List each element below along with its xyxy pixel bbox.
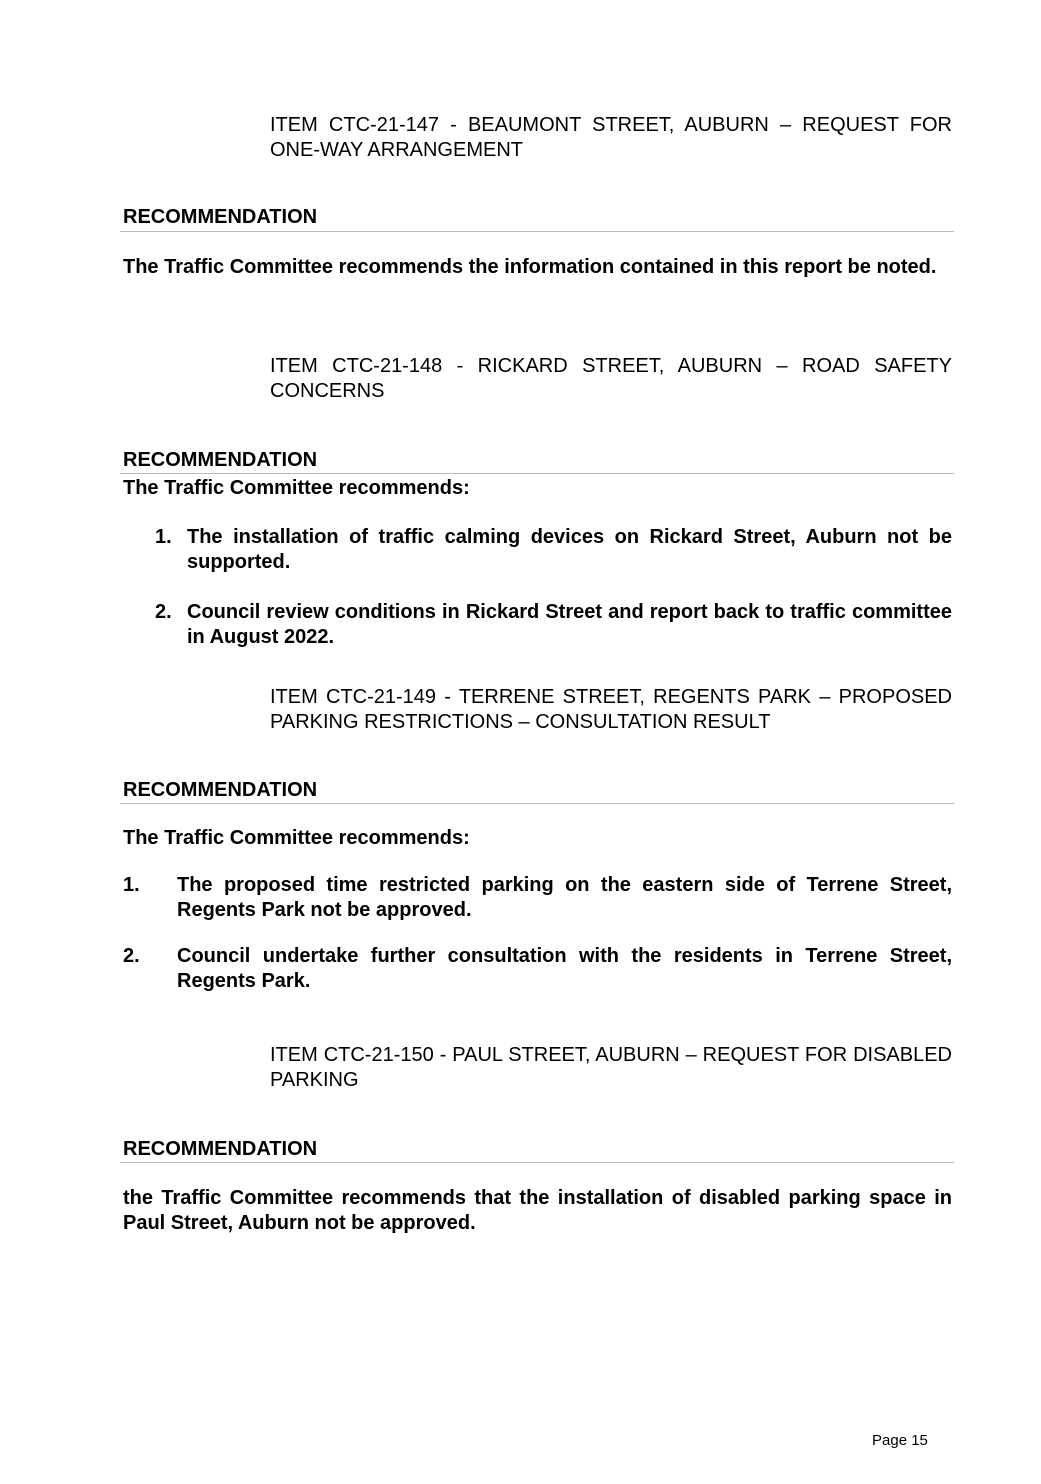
item-title-ctc-21-148: ITEM CTC-21-148 - RICKARD STREET, AUBURN – ROAD SAFETY CONCERNS — [270, 355, 952, 402]
heading-rule — [120, 1162, 954, 1163]
recommendation-text: the Traffic Committee recommends that the installation of disabled parking space in Paul Street, Auburn not be approved. — [123, 1187, 952, 1234]
list-text: Council review conditions in Rickard Street and report back to traffic committee in August 2022. — [187, 601, 952, 648]
list-number: 1. — [155, 526, 172, 548]
list-text: The installation of traffic calming devices on Rickard Street, Auburn not be supported. — [187, 526, 952, 573]
recommendation-heading: RECOMMENDATION — [123, 206, 318, 228]
list-text: The proposed time restricted parking on the eastern side of Terrene Street, Regents Park not be approved. — [177, 874, 952, 921]
item-title-ctc-21-150: ITEM CTC-21-150 - PAUL STREET, AUBURN – REQUEST FOR DISABLED PARKING — [270, 1044, 952, 1091]
recommendation-intro: The Traffic Committee recommends: — [123, 827, 470, 849]
item-title-ctc-21-147: ITEM CTC-21-147 - BEAUMONT STREET, AUBURN – REQUEST FOR ONE-WAY ARRANGEMENT — [270, 114, 952, 161]
heading-rule — [120, 231, 954, 232]
recommendation-heading: RECOMMENDATION — [123, 779, 318, 801]
list-number: 2. — [155, 601, 172, 623]
recommendation-heading: RECOMMENDATION — [123, 1138, 318, 1160]
heading-rule — [120, 473, 954, 474]
list-number: 2. — [123, 945, 140, 967]
list-item — [123, 873, 952, 923]
heading-rule — [120, 803, 954, 804]
recommendation-intro: The Traffic Committee recommends: — [123, 477, 470, 499]
recommendation-text: The Traffic Committee recommends the information contained in this report be noted. — [123, 256, 937, 278]
item-title-ctc-21-149: ITEM CTC-21-149 - TERRENE STREET, REGENTS PARK – PROPOSED PARKING RESTRICTIONS – CONSULTATION RESULT — [270, 686, 952, 733]
list-item — [123, 525, 952, 575]
list-text: Council undertake further consultation with the residents in Terrene Street, Regents Park. — [177, 945, 952, 992]
list-item — [123, 600, 952, 650]
list-number: 1. — [123, 874, 140, 896]
recommendation-heading: RECOMMENDATION — [123, 449, 318, 471]
list-item — [123, 944, 952, 994]
page-number: Page 15 — [872, 1432, 928, 1449]
